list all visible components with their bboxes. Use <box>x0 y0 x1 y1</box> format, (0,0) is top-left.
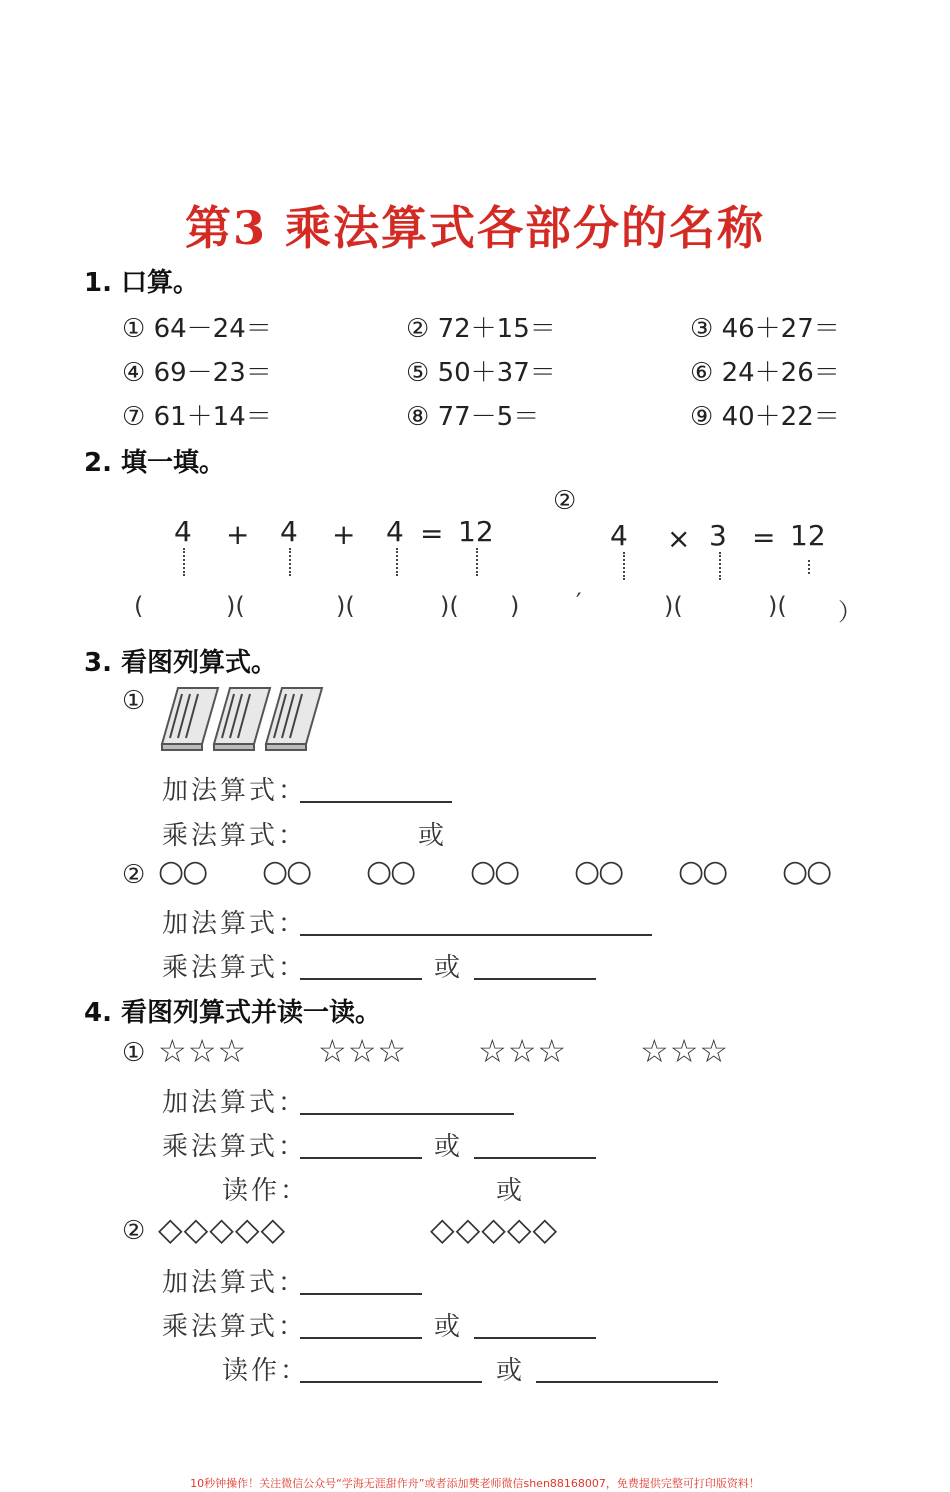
eq1-factor: 4 <box>386 515 404 548</box>
calc-item: ④ 69－23＝ <box>122 358 272 388</box>
calc-item: ⑨ 40＋22＝ <box>690 402 840 432</box>
q2-heading: 2. 填一填。 <box>84 448 226 478</box>
or-label: 或 <box>496 1176 526 1206</box>
q2-marker: ② <box>553 486 577 516</box>
answer-blank[interactable] <box>536 1381 718 1383</box>
answer-paren: ( <box>134 592 144 620</box>
multiplication-label: 乘法算式： <box>162 1132 308 1162</box>
calc-item: ① 64－24＝ <box>122 314 272 344</box>
answer-paren: )( <box>664 592 683 620</box>
star-group: ☆☆☆ <box>318 1032 408 1070</box>
eq1-factor: 4 <box>280 515 298 548</box>
dotted-leader <box>289 548 291 576</box>
answer-blank[interactable] <box>300 934 652 936</box>
calc-item: ⑦ 61＋14＝ <box>122 402 272 432</box>
eq1-plus: + <box>226 518 250 551</box>
circle-pair: ○○ <box>158 854 207 889</box>
answer-blank[interactable] <box>300 1293 422 1295</box>
circle-pair: ○○ <box>262 854 311 889</box>
diamond-group: ◇◇◇◇◇ <box>158 1210 287 1248</box>
q1-heading: 1. 口算。 <box>84 268 200 298</box>
multiplication-label: 乘法算式： <box>162 1312 308 1342</box>
read-as-label: 读作： <box>222 1356 310 1386</box>
addition-label: 加法算式： <box>162 1088 308 1118</box>
calc-item: ② 72＋15＝ <box>406 314 556 344</box>
pencil-box-icon <box>162 688 218 750</box>
answer-paren: ) <box>510 592 520 620</box>
star-group: ☆☆☆ <box>478 1032 568 1070</box>
or-label: 或 <box>434 953 464 983</box>
calc-item: ⑥ 24＋26＝ <box>690 358 840 388</box>
star-group: ☆☆☆ <box>158 1032 248 1070</box>
addition-label: 加法算式： <box>162 1268 308 1298</box>
circle-pair: ○○ <box>678 854 727 889</box>
or-label: 或 <box>434 1132 464 1162</box>
dotted-leader <box>183 548 185 576</box>
answer-blank[interactable] <box>474 1337 596 1339</box>
answer-paren: )( <box>336 592 355 620</box>
answer-blank[interactable] <box>474 1157 596 1159</box>
calc-item: ⑧ 77－5＝ <box>406 402 540 432</box>
answer-paren: )( <box>440 592 459 620</box>
eq2-factor: 3 <box>709 519 727 552</box>
dotted-leader <box>396 548 398 576</box>
answer-blank[interactable] <box>300 1113 514 1115</box>
diamond-group: ◇◇◇◇◇ <box>430 1210 559 1248</box>
dotted-leader <box>719 552 721 580</box>
dotted-leader <box>476 548 478 576</box>
q3-part1-marker: ① <box>122 686 146 716</box>
answer-paren: ′ <box>576 588 582 616</box>
footer-notice: 10秒钟操作！关注微信公众号“学海无涯甜作舟”或者添加樊老师微信shen88168007，免费提供完整可打印版资料！ <box>190 1477 760 1490</box>
addition-label: 加法算式： <box>162 909 308 939</box>
addition-label: 加法算式： <box>162 776 308 806</box>
dotted-leader <box>623 552 625 580</box>
page-title: 第3 乘法算式各部分的名称 <box>184 201 766 255</box>
answer-paren: )( <box>226 592 245 620</box>
pencil-box-icon <box>214 688 270 750</box>
q4-part1-marker: ① <box>122 1038 146 1068</box>
circle-pair: ○○ <box>470 854 519 889</box>
answer-blank[interactable] <box>474 978 596 980</box>
circle-pair: ○○ <box>574 854 623 889</box>
pencil-box-picture <box>160 684 326 752</box>
eq1-plus: + <box>332 518 356 551</box>
calc-item: ③ 46＋27＝ <box>690 314 840 344</box>
circle-pair: ○○ <box>782 854 831 889</box>
answer-paren: )( <box>768 592 787 620</box>
answer-blank[interactable] <box>300 801 452 803</box>
eq1-result: 12 <box>458 515 494 548</box>
star-group: ☆☆☆ <box>640 1032 730 1070</box>
eq2-factor: 4 <box>610 519 628 552</box>
or-label: 或 <box>496 1356 526 1386</box>
calc-item: ⑤ 50＋37＝ <box>406 358 556 388</box>
answer-blank[interactable] <box>300 1337 422 1339</box>
eq2-equals: = <box>752 521 776 554</box>
circle-pair: ○○ <box>366 854 415 889</box>
answer-blank[interactable] <box>300 1381 482 1383</box>
eq1-equals: = <box>420 517 444 550</box>
or-label: 或 <box>418 821 448 851</box>
read-as-label: 读作： <box>222 1176 310 1206</box>
eq2-times: × <box>667 522 691 555</box>
pencil-box-icon <box>266 688 322 750</box>
answer-blank[interactable] <box>300 1157 422 1159</box>
answer-paren: ） <box>838 598 862 626</box>
multiplication-label: 乘法算式： <box>162 953 308 983</box>
dotted-leader <box>808 560 810 574</box>
q4-part2-marker: ② <box>122 1216 146 1246</box>
q3-part2-marker: ② <box>122 860 146 890</box>
eq2-result: 12 <box>790 519 826 552</box>
or-label: 或 <box>434 1312 464 1342</box>
q4-heading: 4. 看图列算式并读一读。 <box>84 998 382 1028</box>
answer-blank[interactable] <box>300 978 422 980</box>
q3-heading: 3. 看图列算式。 <box>84 648 278 678</box>
multiplication-label: 乘法算式： <box>162 821 308 851</box>
eq1-factor: 4 <box>174 515 192 548</box>
